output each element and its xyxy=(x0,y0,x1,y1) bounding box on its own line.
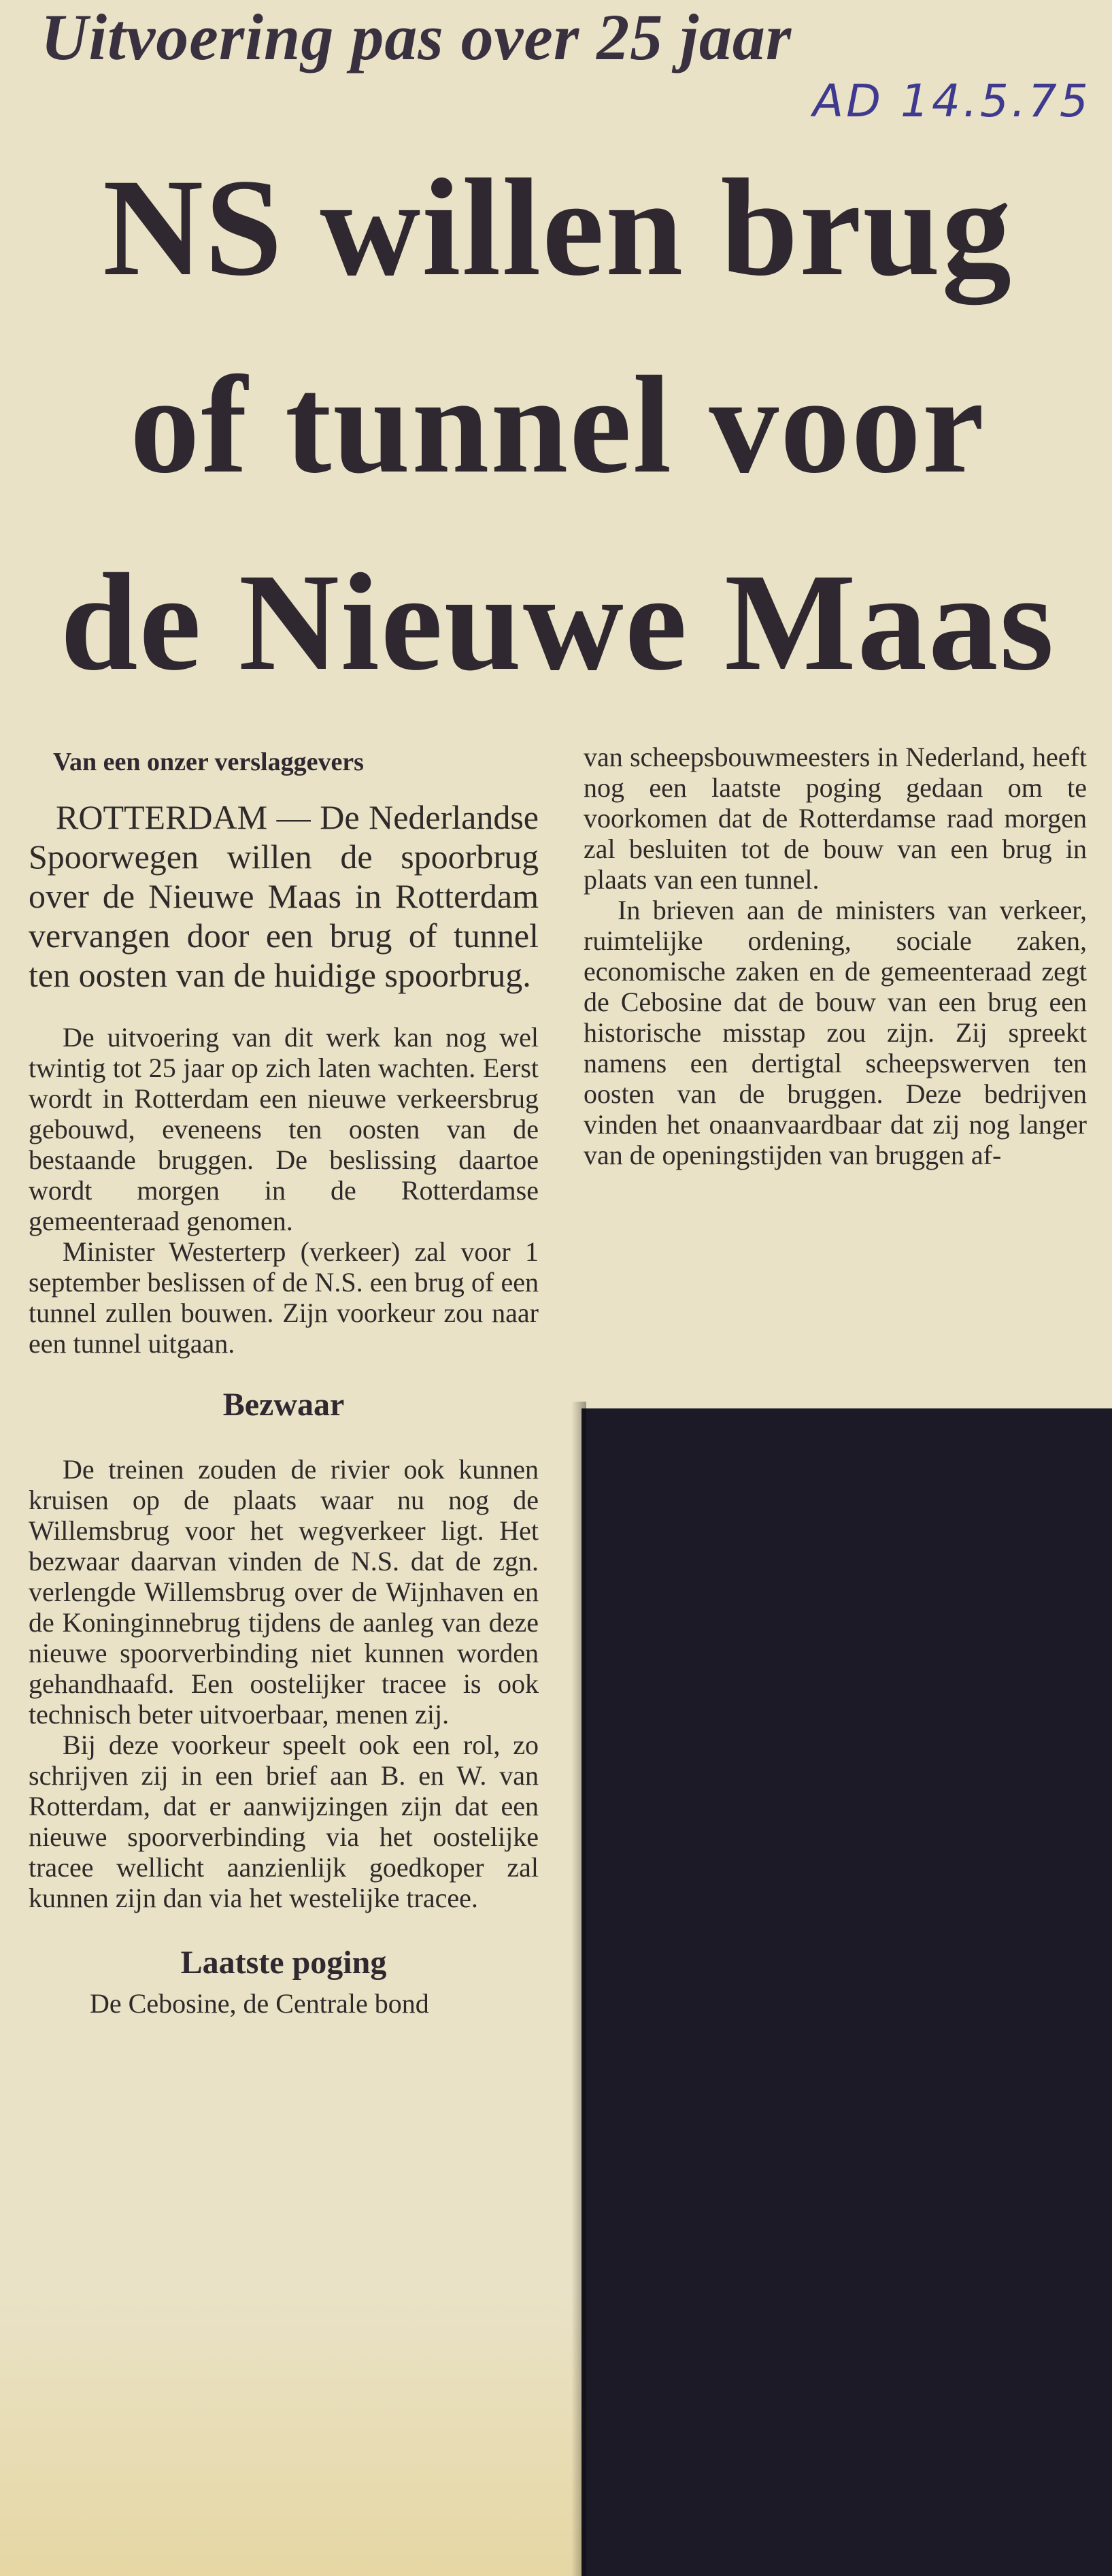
paragraph: Minister Westerterp (verkeer) zal voor 1 september beslissen of de N.S. een brug of een tunnel zullen bouwen. Zijn voorkeur zou naar een tunnel uitgaan. xyxy=(29,1236,539,1359)
paragraph: van scheepsbouwmeesters in Nederland, heeft nog een laatste poging gedaan om te voorkomen dat de Rotterdamse raad morgen zal besluiten tot de bouw van een brug in plaats van een tunnel. xyxy=(584,742,1087,895)
paragraph: Bij deze voorkeur speelt ook een rol, zo schrijven zij in een brief aan B. en W. van Rotterdam, dat er aanwijzingen zijn dat een nieuwe spoorverbinding via het oostelijke tracee wellicht aanzienlijk goedkoper zal kunnen zijn dan via het westelijke tracee. xyxy=(29,1730,539,1913)
paragraph: De uitvoering van dit werk kan nog wel twintig tot 25 jaar op zich laten wachten. Eerst wordt in Rotterdam een nieuwe verkeersbrug gebouwd, eveneens ten oosten van de bestaande bruggen. De beslissing daartoe wordt morgen in de Rotterdamse gemeenteraad genomen. xyxy=(29,1022,539,1236)
paragraph: De Cebosine, de Centrale bond xyxy=(90,1988,429,2019)
handwritten-date-note: AD 14.5.75 xyxy=(813,75,1091,127)
headline-line-1: NS willen brug xyxy=(103,150,1013,305)
subheading-laatste-poging: Laatste poging xyxy=(180,1945,387,1981)
paragraph: In brieven aan de ministers van verkeer, ruimtelijke ordening, sociale zaken, economische zaken en de gemeenteraad zegt de Cebosine dat de bouw van een brug een historische misstap zou zijn. Zij spreekt namens een dertigtal scheepswerven ten oosten van de bruggen. Deze bedrijven vinden het onaanvaardbaar dat zij nog langer van de openingstijden van bruggen af- xyxy=(584,895,1087,1170)
paragraph: De treinen zouden de rivier ook kunnen kruisen op de plaats waar nu nog de Willemsbrug voor het wegverkeer ligt. Het bezwaar daarvan vinden de N.S. dat de zgn. verlengde Willemsbrug over de Wijnhaven en de Koninginnebrug tijdens de aanleg van deze nieuwe spoorverbinding niet kunnen worden gehandhaafd. Een oostelijker tracee is ook technisch beter uitvoerbaar, menen zij. xyxy=(29,1454,539,1730)
subheading-bezwaar: Bezwaar xyxy=(222,1387,345,1423)
dark-background xyxy=(582,1408,1112,2576)
clipping-edge-shadow xyxy=(571,1402,586,2576)
headline xyxy=(27,129,1088,721)
article-column-right xyxy=(584,742,1087,1170)
kicker: Uitvoering pas over 25 jaar xyxy=(41,1,792,73)
lead-paragraph: ROTTERDAM — De Nederlandse Spoorwegen willen de spoorbrug over de Nieuwe Maas in Rotterdam vervangen door een brug of tunnel ten oosten van de huidige spoorbrug. xyxy=(29,798,539,994)
headline-line-2: of tunnel voor xyxy=(130,348,985,502)
article-column-left xyxy=(29,797,539,2019)
headline-line-3: de Nieuwe Maas xyxy=(60,545,1056,699)
byline: Van een onzer verslaggevers xyxy=(53,748,364,776)
